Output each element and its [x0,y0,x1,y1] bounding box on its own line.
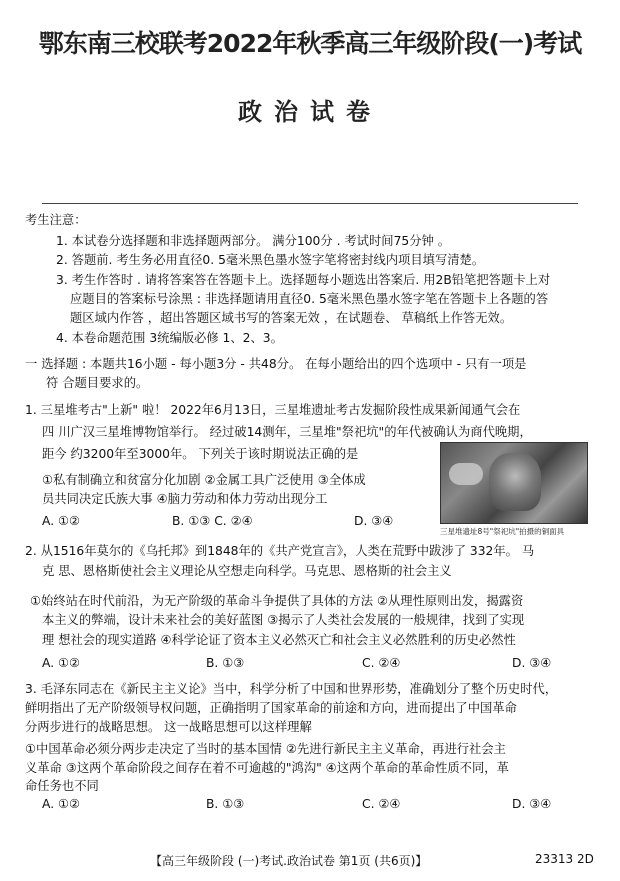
notice-item: 应题目的答案标号涂黑 : 非选择题请用直径0. 5毫米黑色墨水签字笔在答题卡上各题的答 [70,292,549,306]
notice-item: 4. 本卷命题范围 3统编版必修 1、2、3。 [56,331,283,345]
q2-option-b[interactable]: B. ①③ [206,656,245,670]
q3-statement: ①中国革命必须分两步走决定了当时的基本国情 ②先进行新民主主义革命，再进行社会主 [25,742,506,756]
q2-option-d[interactable]: D. ③④ [512,656,552,670]
q1-statement: ①私有制确立和贫富分化加剧 ②金属工具广泛使用 ③全体成 [42,473,366,487]
notice-item: 2. 答题前. 考生务必用直径0. 5毫米黑色墨水签字笔将密封线内项目填写清楚。 [56,253,485,267]
q1-stem: 距今 约3200年至3000年。 下列关于该时期说法正确的是 [42,447,359,461]
page-footer: 【高三年级阶段 (一)考试.政治试卷 第1页 (共6页)】 [150,854,428,868]
q3-stem: 鲜明指出了无产阶级领导权问题，正确指明了国家革命的前途和方向，进而提出了中国革命 [25,701,517,715]
q3-option-c[interactable]: C. ②④ [362,797,401,811]
q3-stem: 3. 毛泽东同志在《新民主主义论》当中，科学分析了中国和世界形势，准确划分了整个历史时代， [25,682,558,696]
title-divider [42,203,578,204]
sanxingdui-bronze-mask-photo [440,442,588,524]
photo-caption: 三星堆遗址8号"祭祀坑"拍摄的铜面具 [440,527,565,536]
q3-stem: 分两步进行的战略思想。 这一战略思想可以这样理解 [25,720,312,734]
section-heading-cont: 符 合题目要求的。 [46,376,149,390]
paper-code: 23313 2D [535,852,594,866]
q3-statement: 义革命 ③这两个革命阶段之间存在着不可逾越的"鸿沟" ④这两个革命的革命性质不同，革 [25,761,509,775]
q3-option-d[interactable]: D. ③④ [512,797,552,811]
notice-heading: 考生注意： [25,213,87,227]
notice-item: 题区域内作答 ，超出答题区域书写的答案无效 ，在试题卷、 草稿纸上作答无效。 [70,311,513,325]
q2-statement: 本主义的弊端，设计未来社会的美好蓝图 ③揭示了人类社会发展的一般规律，找到了实现 [42,613,525,627]
notice-item: 1. 本试卷分选择题和非选择题两部分。 满分100分 . 考试时间75分钟 。 [56,234,451,248]
q3-statement: 命任务也不同 [25,779,99,793]
q2-statement: ①始终站在时代前沿，为无产阶级的革命斗争提供了具体的方法 ②从理性原则出发，揭露资 [30,594,524,608]
q1-stem: 1. 三星堆考古"上新" 啦！ 2022年6月13日，三星堆遗址考古发掘阶段性成果新闻通气会在 [25,403,521,417]
section-heading: 一 选择题 : 本题共16小题 - 每小题3分 - 共48分。 在每小题给出的四个选项中 - 只有一项是 [25,357,527,371]
q1-option-d[interactable]: D. ③④ [354,514,394,528]
q1-option-a[interactable]: A. ①② [42,514,81,528]
q1-statement: 员共同决定氏族大事 ④脑力劳动和体力劳动出现分工 [42,492,328,506]
q1-stem: 四 川广汉三星堆博物馆举行。 经过破14测年，三星堆"祭祀坑"的年代被确认为商代晚期， [42,425,532,439]
exam-title: 鄂东南三校联考2022年秋季高三年级阶段(一)考试 [38,29,582,58]
q3-option-b[interactable]: B. ①③ [206,797,245,811]
q2-stem: 克 思、恩格斯使社会主义理论从空想走向科学。马克思、恩格斯的社会主义 [42,564,452,578]
q3-option-a[interactable]: A. ①② [42,797,81,811]
q2-statement: 理 想社会的现实道路 ④科学论证了资本主义必然灭亡和社会主义必然胜利的历史必然性 [42,633,516,647]
q2-stem: 2. 从1516年莫尔的《乌托邦》到1848年的《共产党宣言》，人类在荒野中跋涉了 332年。 马 [25,544,535,558]
q1-option-bc[interactable]: B. ①③ C. ②④ [172,514,253,528]
q2-option-c[interactable]: C. ②④ [362,656,401,670]
bronze-mask-shape [489,453,541,511]
subject-title: 政治试卷 [238,98,382,126]
notice-item: 3. 考生作答时 . 请将答案答在答题卡上。选择题每小题选出答案后. 用2B铅笔把答题卡上对 [56,273,551,287]
hand-shape [449,463,483,485]
q2-option-a[interactable]: A. ①② [42,656,81,670]
